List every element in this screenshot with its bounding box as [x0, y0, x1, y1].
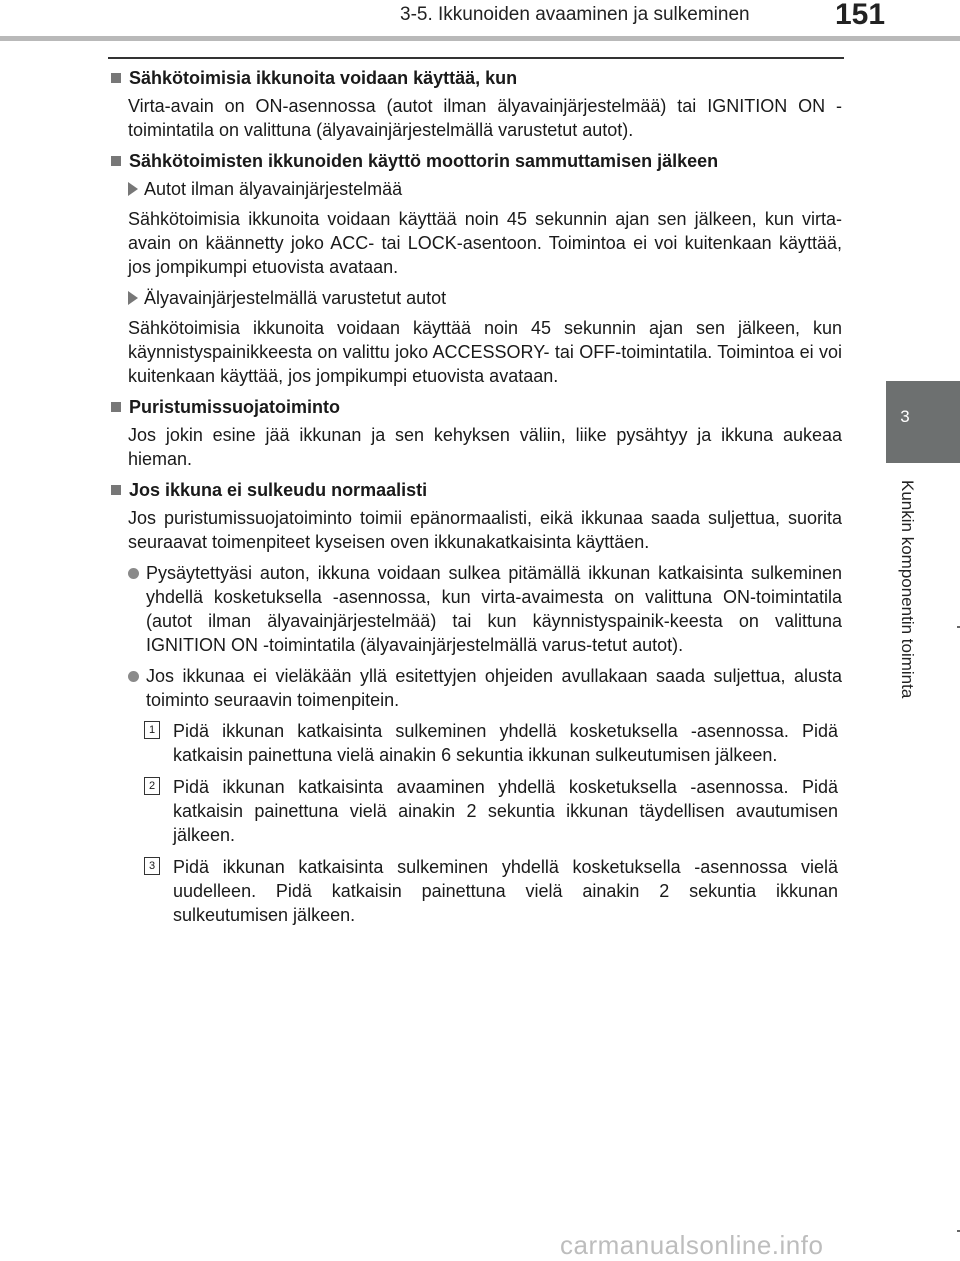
- list-item-text: Jos ikkunaa ei vieläkään yllä esitettyjen ohjeiden avullakaan saada suljettua, alusta toiminto seuraavin toimenpitein.: [146, 666, 842, 710]
- section-paragraph: Sähkötoimisia ikkunoita voidaan käyttää noin 45 sekunnin ajan sen jälkeen, kun virta-avain on käännetty joko ACC- tai LOCK-asentoon. Toimintoa ei voi kuitenkaan käyttää, jos jompikumpi etuovista avataan.: [128, 209, 842, 277]
- section-heading-text: Jos ikkuna ei sulkeudu normaalisti: [129, 480, 428, 500]
- step-text: Pidä ikkunan katkaisinta sulkeminen yhdellä kosketuksella -asennossa vielä uudelleen. Pidä katkaisin painettuna vielä ainakin 2 sekuntia ikkunan sulkeutumisen jälkeen.: [173, 857, 838, 925]
- running-header-title: 3-5. Ikkunoiden avaaminen ja sulkeminen: [400, 4, 750, 25]
- step-text: Pidä ikkunan katkaisinta avaaminen yhdellä kosketuksella -asennossa. Pidä katkaisin painettuna vielä ainakin 2 sekuntia ikkunan täydellisen avautumisen jälkeen.: [173, 777, 838, 845]
- section-heading: [108, 478, 842, 502]
- section-heading: [108, 66, 842, 90]
- square-bullet-icon: [111, 485, 121, 495]
- square-bullet-icon: [111, 73, 121, 83]
- section-paragraph: Jos puristumissuojatoiminto toimii epänormaalisti, eikä ikkunaa saada suljettua, suorita seuraavat toimenpiteet kyseisen oven ikkunakatkaisinta käyttäen.: [128, 508, 842, 552]
- top-rule: [108, 57, 844, 59]
- section-paragraph: Virta-avain on ON-asennossa (autot ilman älyavainjärjestelmää) tai IGNITION ON -toimintatila on valittuna (älyavainjärjestelmällä varustetut autot).: [128, 96, 842, 140]
- section-paragraph: Jos jokin esine jää ikkunan ja sen kehyksen väliin, liike pysähtyy ja ikkuna aukeaa hieman.: [128, 425, 842, 469]
- triangle-bullet-icon: [128, 291, 138, 305]
- list-item: [128, 561, 842, 657]
- page-content: [108, 66, 842, 935]
- square-bullet-icon: [111, 402, 121, 412]
- chapter-label: Kunkin komponentin toiminta: [898, 480, 917, 699]
- step-item: [144, 855, 842, 927]
- step-item: [144, 719, 842, 767]
- chapter-number: 3: [900, 407, 910, 426]
- circle-bullet-icon: [128, 671, 139, 682]
- subheading: [128, 177, 842, 201]
- watermark: carmanualsonline.info: [560, 1230, 824, 1260]
- triangle-bullet-icon: [128, 182, 138, 196]
- section-heading-text: Sähkötoimisia ikkunoita voidaan käyttää, kun: [129, 68, 518, 88]
- section-paragraph: Sähkötoimisia ikkunoita voidaan käyttää noin 45 sekunnin ajan sen jälkeen, kun käynnistyspainikkeesta on valittu joko ACCESSORY- tai OFF-toimintatila. Toimintoa ei voi kuitenkaan käyttää, jos jompikumpi etuovista avataan.: [128, 318, 842, 386]
- list-item-text: Pysäytettyäsi auton, ikkuna voidaan sulkea pitämällä ikkunan katkaisinta sulkeminen yhdellä kosketuksella -asennossa, kun virta-avaimesta on valittuna ON-toimintatila (autot ilman älyavainjärjestelmää) tai kun käynnistyspainik-keesta on valittuna IGNITION ON -toimintatila (älyavainjärjestelmällä varus-tetut autot).: [146, 563, 842, 655]
- section-heading: [108, 149, 842, 173]
- square-bullet-icon: [111, 156, 121, 166]
- subheading: [128, 286, 842, 310]
- chapter-tab: [886, 381, 960, 463]
- subheading-text: Autot ilman älyavainjärjestelmää: [144, 179, 403, 199]
- page-number: 151: [835, 0, 886, 31]
- list-item: [128, 664, 842, 712]
- step-number: 2: [144, 777, 160, 795]
- step-text: Pidä ikkunan katkaisinta sulkeminen yhdellä kosketuksella -asennossa. Pidä katkaisin painettuna vielä ainakin 6 sekuntia ikkunan sulkeutumisen jälkeen.: [173, 721, 838, 765]
- circle-bullet-icon: [128, 568, 139, 579]
- header-bar: [0, 36, 960, 41]
- step-number: 3: [144, 857, 160, 875]
- subheading-text: Älyavainjärjestelmällä varustetut autot: [144, 288, 447, 308]
- section-heading-text: Puristumissuojatoiminto: [129, 397, 341, 417]
- section-heading-text: Sähkötoimisten ikkunoiden käyttö moottorin sammuttamisen jälkeen: [129, 151, 719, 171]
- step-item: [144, 775, 842, 847]
- section-heading: [108, 395, 842, 419]
- step-number: 1: [144, 721, 160, 739]
